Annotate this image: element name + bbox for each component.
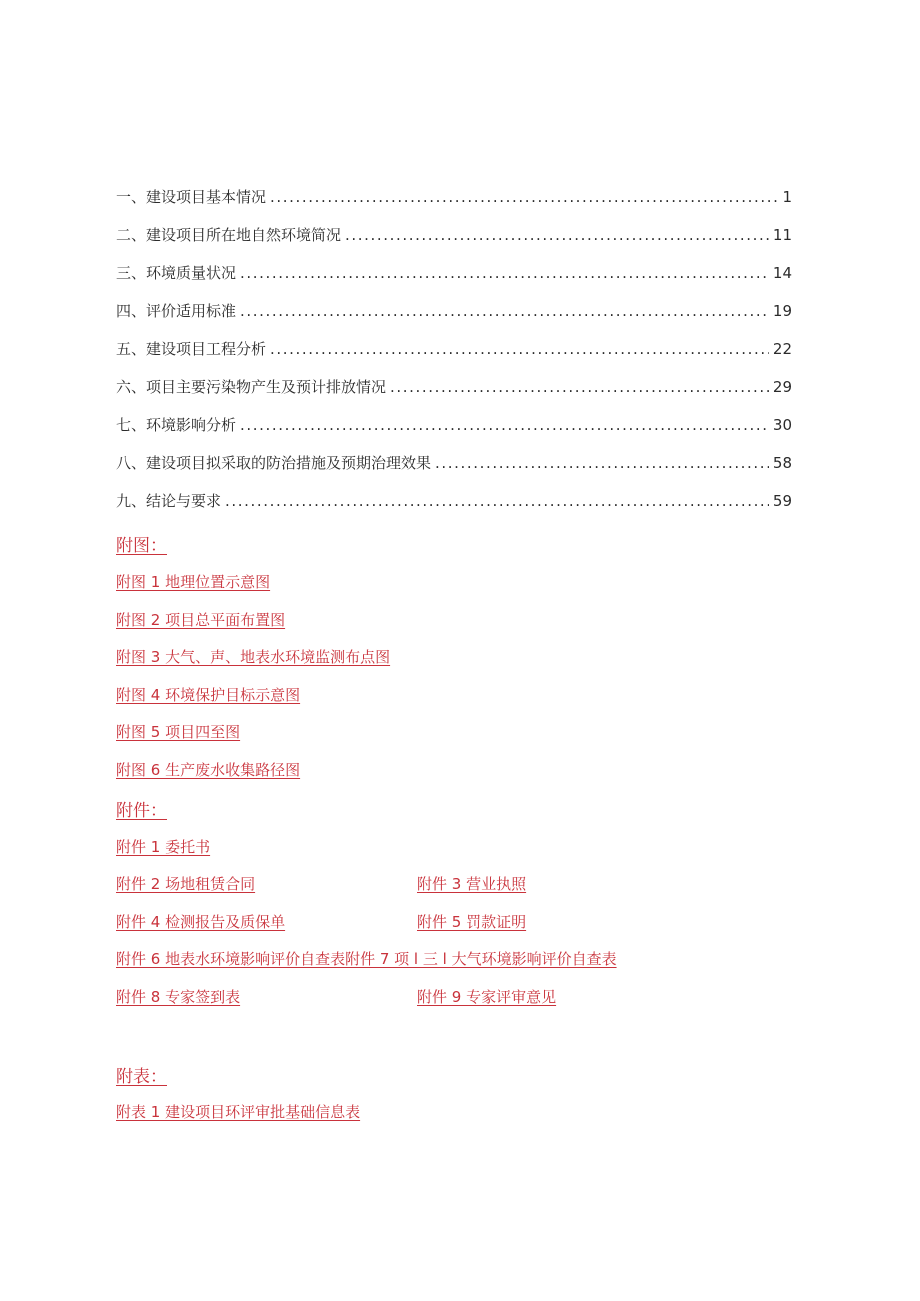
toc-entry[interactable] [116,292,792,330]
toc-entry-title: 一、建设项目基本情况 [116,188,267,206]
attachment-link[interactable]: 附件 1 委托书 [116,838,211,856]
toc-leader-dots [390,368,769,406]
toc-leader-dots [345,216,769,254]
figure-link[interactable]: 附图 6 生产废水收集路径图 [116,761,301,779]
toc-leader-dots [435,444,769,482]
attachment-link[interactable] [116,986,417,1007]
figure-link[interactable]: 附图 4 环境保护目标示意图 [116,686,301,704]
toc-leader-dots [225,482,769,520]
figure-link[interactable]: 附图 5 项目四至图 [116,723,241,741]
toc-entry-page: 1 [782,188,792,206]
toc-entry-title: 九、结论与要求 [116,492,222,510]
toc-entry[interactable] [116,406,792,444]
attachment-link[interactable]: 附件 3 营业执照 [417,875,527,893]
figures-heading[interactable]: 附图： [116,536,167,556]
figure-link[interactable]: 附图 1 地理位置示意图 [116,573,271,591]
toc-entry-page: 29 [772,378,792,396]
toc-entry-title: 五、建设项目工程分析 [116,340,267,358]
attachment-link-text: 附件 2 场地租赁合同 [116,875,256,893]
toc-entry[interactable] [116,482,792,520]
toc-entry-page: 11 [772,226,792,244]
toc-leader-dots [240,292,769,330]
attachment-link[interactable]: 附件 9 专家评审意见 [417,988,557,1006]
toc-entry[interactable] [116,444,792,482]
tables-heading[interactable]: 附表： [116,1067,167,1087]
toc-entry[interactable] [116,254,792,292]
toc-leader-dots [240,406,769,444]
toc-entry-page: 19 [772,302,792,320]
table-of-contents [116,178,792,520]
toc-entry-page: 59 [772,492,792,510]
toc-entry-page: 30 [772,416,792,434]
toc-entry[interactable] [116,330,792,368]
toc-entry-page: 22 [772,340,792,358]
toc-entry-title: 三、环境质量状况 [116,264,237,282]
toc-entry[interactable] [116,368,792,406]
attachment-link[interactable] [116,911,417,932]
toc-leader-dots [240,254,769,292]
toc-leader-dots [270,178,778,216]
toc-entry-title: 八、建设项目拟采取的防治措施及预期治理效果 [116,454,432,472]
figure-link[interactable]: 附图 3 大气、声、地表水环境监测布点图 [116,648,391,666]
table-link[interactable]: 附表 1 建设项目环评审批基础信息表 [116,1103,361,1121]
toc-entry-title: 二、建设项目所在地自然环境简况 [116,226,342,244]
toc-entry[interactable] [116,216,792,254]
toc-entry-page: 58 [772,454,792,472]
toc-leader-dots [270,330,769,368]
attachment-link[interactable] [116,873,417,894]
attachments-heading[interactable]: 附件： [116,801,167,821]
toc-entry-title: 七、环境影响分析 [116,416,237,434]
figure-link[interactable]: 附图 2 项目总平面布置图 [116,611,286,629]
toc-entry-title: 四、评价适用标准 [116,302,237,320]
toc-entry-title: 六、项目主要污染物产生及预计排放情况 [116,378,387,396]
attachment-link-text: 附件 4 检测报告及质保单 [116,913,286,931]
toc-entry[interactable] [116,178,792,216]
attachment-link[interactable]: 附件 5 罚款证明 [417,913,527,931]
attachment-link[interactable]: 附件 6 地表水环境影响评价自查表附件 7 项 l 三 l 大气环境影响评价自查表 [116,950,617,968]
attachment-link-text: 附件 8 专家签到表 [116,988,241,1006]
toc-entry-page: 14 [772,264,792,282]
